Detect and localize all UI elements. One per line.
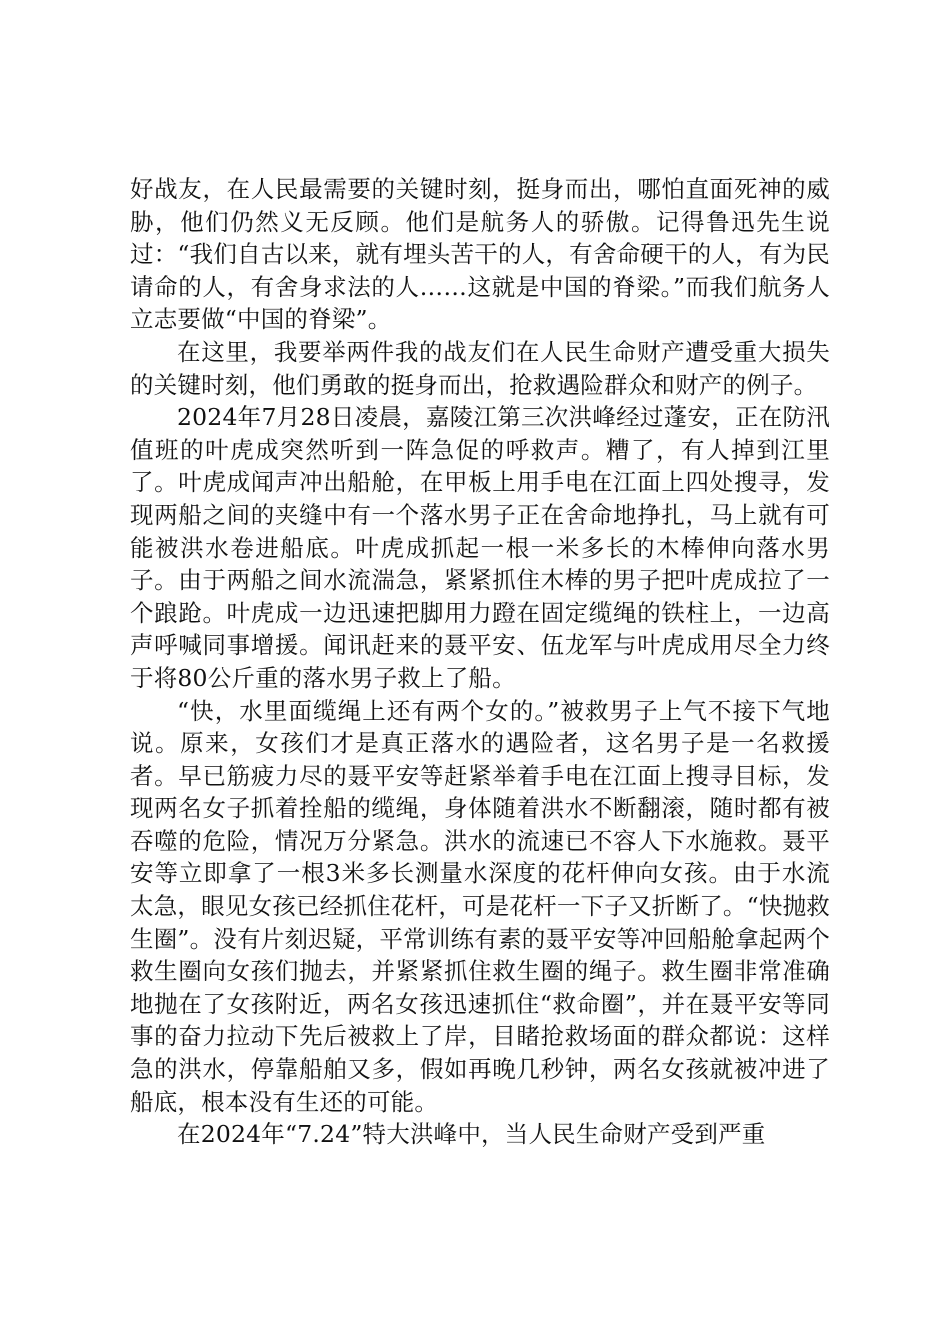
paragraph-rescue-one: 2024年7月28日凌晨，嘉陵江第三次洪峰经过蓬安，正在防汛值班的叶虎成突然听到一阵急促的呼救声。糟了，有人掉到江里了。叶虎成闻声冲出船舱，在甲板上用手电在江面上四处搜寻，发现两船之间的夹缝中有一个落水男子正在舍命地挣扎，马上就有可能被洪水卷进船底。叶虎成抓起一根一米多长的木棒伸向落水男子。由于两船之间水流湍急，紧紧抓住木棒的男子把叶虎成拉了一个踉跄。叶虎成一边迅速把脚用力蹬在固定缆绳的铁柱上，一边高声呼喊同事增援。闻讯赶来的聂平安、伍龙军与叶虎成用尽全力终于将80公斤重的落水男子救上了船。 [130, 403, 830, 692]
paragraph-continued: 好战友，在人民最需要的关键时刻，挺身而出，哪怕直面死神的威胁，他们仍然义无反顾。他们是航务人的骄傲。记得鲁迅先生说过：“我们自古以来，就有埋头苦干的人，有舍命硬干的人，有为民请命的人，有舍身求法的人……这就是中国的脊梁。”而我们航务人立志要做“中国的脊梁”。 [130, 175, 830, 334]
paragraph-intro: 在这里，我要举两件我的战友们在人民生命财产遭受重大损失的关键时刻，他们勇敢的挺身而出，抢救遇险群众和财产的例子。 [130, 337, 830, 399]
paragraph-rescue-two: “快，水里面缆绳上还有两个女的。”被救男子上气不接下气地说。原来，女孩们才是真正落水的遇险者，这名男子是一名救援者。早已筋疲力尽的聂平安等赶紧举着手电在江面上搜寻目标，发现两名女子抓着拴船的缆绳，身体随着洪水不断翻滚，随时都有被吞噬的危险，情况万分紧急。洪水的流速已不容人下水施救。聂平安等立即拿了一根3米多长测量水深度的花杆伸向女孩。由于水流太急，眼见女孩已经抓住花杆，可是花杆一下子又折断了。“快抛救生圈”。没有片刻迟疑，平常训练有素的聂平安等冲回船舱拿起两个救生圈向女孩们抛去，并紧紧抓住救生圈的绳子。救生圈非常准确地抛在了女孩附近，两名女孩迅速抓住“救命圈”，并在聂平安等同事的奋力拉动下先后被救上了岸，目睹抢救场面的群众都说：这样急的洪水，停靠船舶又多，假如再晚几秒钟，两名女孩就被冲进了船底，根本没有生还的可能。 [130, 696, 830, 1116]
document-page [130, 173, 830, 1151]
paragraph-flood: 在2024年“7.24”特大洪峰中，当人民生命财产受到严重 [177, 1120, 766, 1149]
